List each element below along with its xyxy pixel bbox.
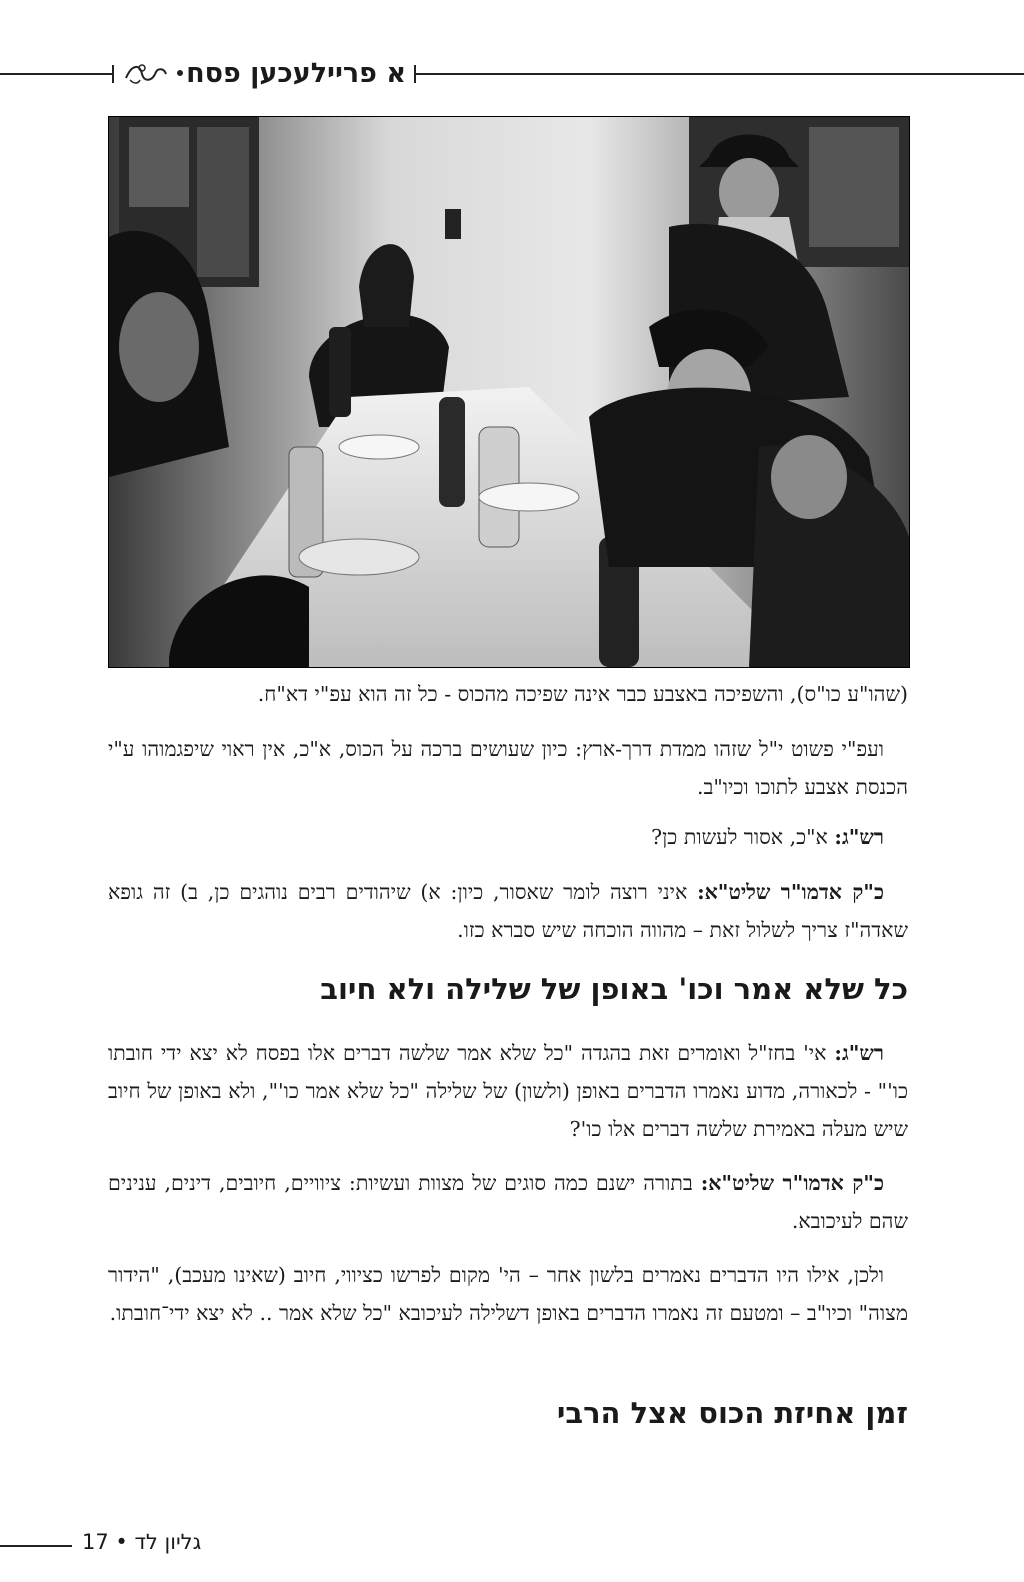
paragraph-3-text: א"כ, אסור לעשות כן? — [651, 825, 835, 849]
speaker-label: כ"ק אדמו"ר שליט"א: — [697, 880, 884, 904]
paragraph-4 — [108, 873, 908, 949]
speaker-label: כ"ק אדמו"ר שליט"א: — [700, 1171, 884, 1195]
speaker-label: רש"ג: — [834, 1041, 884, 1065]
header-rule-left — [0, 73, 114, 75]
paragraph-7-text: ולכן, אילו היו הדברים נאמרים בלשון אחר – הי' מקום לפרשו כציווי, חיוב (שאינו מעכב), "הידור מצוה" וכיו"ב – ומטעם זה נאמרו הדברים באופן דשלילה לעיכובא "כל שלא אמר .. לא יצא ידי־חובתו. — [108, 1263, 908, 1325]
page-footer — [0, 1528, 260, 1568]
paragraph-6-text: בתורה ישנם כמה סוגים של מצוות ועשיות: ציוויים, חיובים, דינים, ענינים שהם לעיכובא. — [108, 1171, 908, 1233]
paragraph-2-text: ועפ"י פשוט י"ל שזהו ממדת דרך-ארץ: כיון שעושים ברכה על הכוס, א"כ, אין ראוי שיפגמוהו ע"י הכנסת אצבע לתוכו וכיו"ב. — [108, 737, 908, 799]
seder-photograph — [108, 116, 910, 668]
paragraph-5 — [108, 1034, 908, 1148]
section-heading-2: זמן אחיזת הכוס אצל הרבי — [556, 1396, 908, 1430]
footer-issue-page: גליון לד • 17 — [82, 1530, 202, 1554]
header-rule-right — [414, 73, 1024, 75]
paragraph-5-text: אי' בחז"ל ואומרים זאת בהגדה "כל שלא אמר שלשה דברים אלו בפסח לא יצא ידי חובתו כו'" - לכאורה, מדוע נאמרו הדברים באופן (ולשון) של שלילה "כל שלא אמר כו'", ולא באופן של חיוב שיש מעלה באמירת שלשה דברים אלו כו'? — [108, 1041, 908, 1141]
photo-icon — [109, 117, 909, 667]
section-heading-1: כל שלא אמר וכו' באופן של שלילה ולא חיוב — [320, 972, 908, 1006]
header-title: א פריילעכען פסח — [186, 58, 406, 89]
paragraph-6 — [108, 1164, 908, 1240]
speaker-label: רש"ג: — [834, 825, 884, 849]
header-tick-left — [112, 65, 114, 83]
header-dot — [177, 70, 183, 76]
page-header — [0, 54, 1024, 94]
paragraph-1 — [108, 675, 908, 713]
paragraph-4-text: איני רוצה לומר שאסור, כיון: א) שיהודים רבים נוהגים כן, ב) זה גופא שאדה"ז צריך לשלול זאת – מהווה הוכחה שיש סברא כזו. — [108, 880, 908, 942]
paragraph-3 — [108, 818, 908, 856]
paragraph-7 — [108, 1256, 908, 1332]
footer-rule — [0, 1545, 72, 1547]
flourish-ornament-icon — [122, 60, 170, 86]
paragraph-1-text: (שהו"ע כו"ס), והשפיכה באצבע כבר אינה שפיכה מהכוס - כל זה הוא עפ"י דא"ח. — [257, 682, 908, 706]
paragraph-2 — [108, 730, 908, 806]
